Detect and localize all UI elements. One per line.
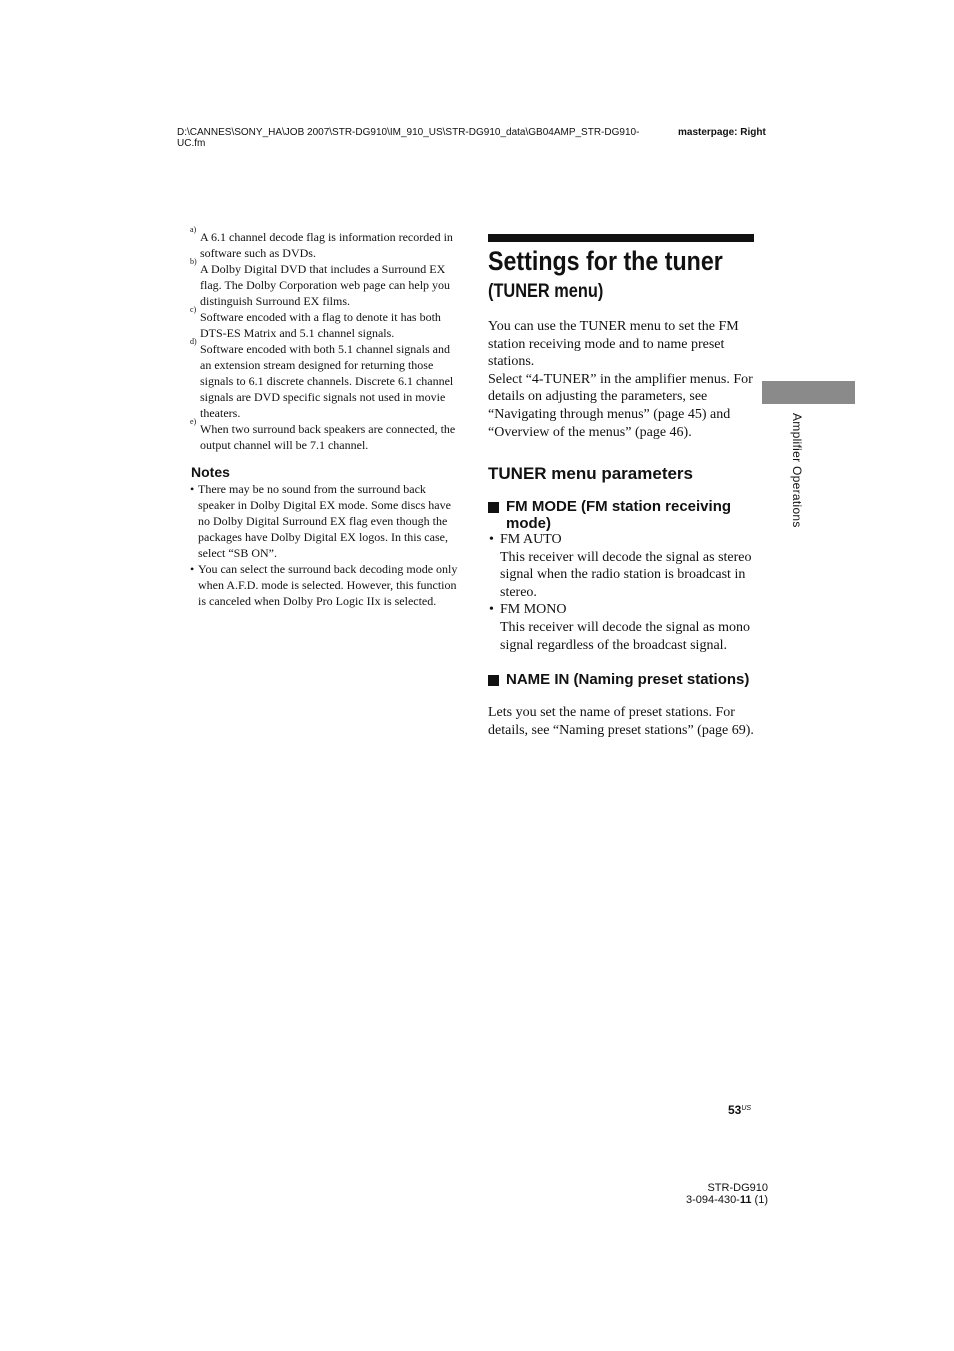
footnote: [190, 225, 458, 261]
footnote-mark: c): [190, 305, 197, 314]
footnote: [190, 337, 458, 421]
intro-paragraph: Select “4-TUNER” in the amplifier menus. For details on adjusting the parameters, see “Navigating through menus” (page 45) and “Overview of the menus” (page 46).: [488, 371, 753, 440]
document-code: [640, 1194, 768, 1206]
page-title: Settings for the tuner: [488, 246, 723, 276]
notes-list: [190, 481, 458, 609]
page-number-value: 53: [728, 1103, 742, 1117]
bullet: •: [190, 562, 195, 576]
footnote-text: Software encoded with a flag to denote it has both DTS-ES Matrix and 5.1 channel signals.: [200, 310, 441, 340]
bullet: •: [489, 532, 494, 547]
page-number: [728, 1102, 751, 1117]
bullet: •: [489, 602, 494, 618]
bullet: •: [190, 482, 195, 496]
section-tab: [762, 381, 855, 404]
footnote-mark: e): [190, 417, 197, 426]
name-in-heading: [488, 672, 758, 689]
footnotes: [190, 225, 458, 453]
code-bold: 11: [739, 1194, 752, 1206]
page-number-suffix: US: [741, 1105, 752, 1112]
option-item: [488, 531, 758, 601]
fm-mode-heading-text: FM MODE (FM station receiving mode): [506, 498, 732, 532]
note-text: You can select the surround back decoding mode only when A.F.D. mode is selected. However, this function is canceled when Dolby Pro Logic IIx is selected.: [198, 562, 458, 608]
footnote-mark: d): [190, 337, 197, 346]
footnote-text: Software encoded with both 5.1 channel signals and an extension stream designed for returning those signals to 6.1 discrete channels. Discrete 6.1 channel signals are DVD specific signals not used in movie theaters.: [200, 342, 454, 420]
footnote-text: A Dolby Digital DVD that includes a Surround EX flag. The Dolby Corporation web page can help you distinguish Surround EX films.: [200, 262, 451, 308]
footnote: [190, 257, 458, 309]
code-suffix: (1): [751, 1194, 768, 1206]
footnote: [190, 417, 458, 453]
footnote: [190, 305, 458, 341]
intro-paragraph: You can use the TUNER menu to set the FM station receiving mode and to name preset stations.: [488, 319, 739, 370]
notes-heading: Notes: [191, 464, 230, 480]
option-description: This receiver will decode the signal as stereo signal when the radio station is broadcast in stereo.: [500, 549, 752, 600]
section-side-label: Amplifier Operations: [790, 413, 804, 528]
option-description: This receiver will decode the signal as mono signal regardless of the broadcast signal.: [500, 619, 750, 653]
footnote-text: A 6.1 channel decode flag is information recorded in software such as DVDs.: [200, 230, 453, 260]
fm-mode-heading: [488, 499, 758, 532]
intro-text: [488, 318, 756, 441]
code-prefix: 3-094-430-: [686, 1194, 740, 1206]
name-in-heading-text: NAME IN (Naming preset stations): [506, 671, 750, 688]
page-subtitle: (TUNER menu): [488, 281, 604, 302]
model-number: STR-DG910: [707, 1182, 768, 1194]
name-in-text: Lets you set the name of preset stations. For details, see “Naming preset stations” (page 69).: [488, 705, 754, 738]
option-name: FM AUTO: [500, 532, 562, 547]
footnote-mark: b): [190, 257, 197, 266]
note-text: There may be no sound from the surround back speaker in Dolby Digital EX mode. Some discs have no Dolby Digital Surround EX flag even though the packages have Dolby Digital EX logos. In this case, select “SB ON”.: [198, 482, 451, 560]
masterpage-label: masterpage: Right: [678, 127, 766, 138]
title-rule: [488, 234, 754, 242]
footnote-text: When two surround back speakers are connected, the output channel will be 7.1 channel.: [200, 422, 456, 452]
footnote-mark: a): [190, 225, 197, 234]
option-name: FM MONO: [500, 602, 567, 618]
note-item: [190, 481, 458, 561]
option-item: [488, 601, 758, 654]
note-item: [190, 561, 458, 609]
square-bullet-icon: [488, 675, 499, 686]
fm-mode-options: [488, 531, 758, 654]
section-heading: TUNER menu parameters: [488, 464, 694, 483]
file-path: D:\CANNES\SONY_HA\JOB 2007\STR-DG910\IM_910_US\STR-DG910_data\GB04AMP_STR-DG910-UC.fm: [177, 127, 640, 149]
square-bullet-icon: [488, 502, 499, 513]
